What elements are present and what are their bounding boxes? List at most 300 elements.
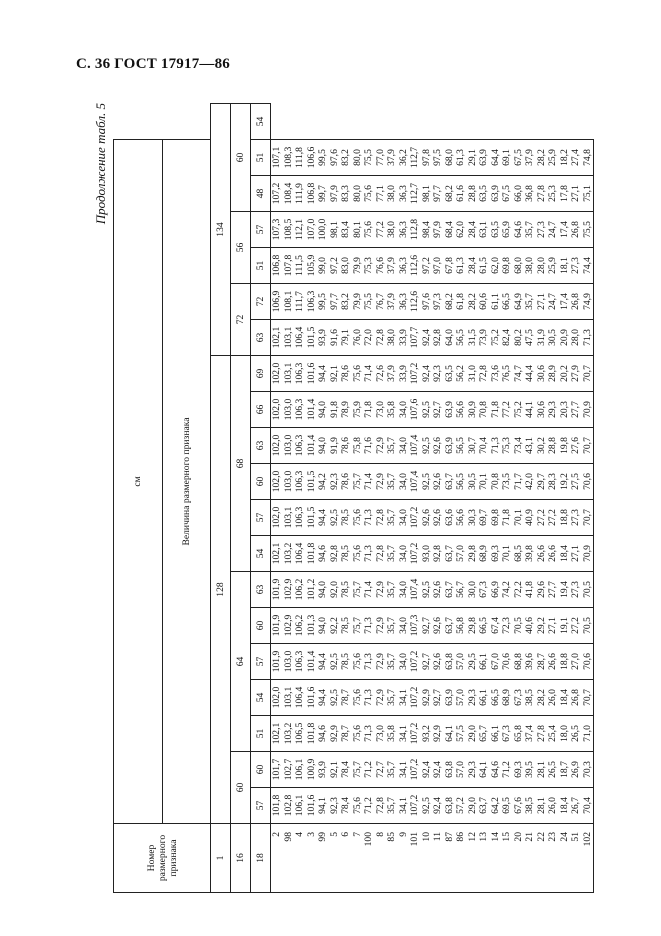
- value-cell: 39,8: [524, 536, 536, 572]
- value-cell: 102,1: [271, 716, 283, 752]
- value-cell: 34,0: [398, 572, 410, 608]
- value-cell: 44,4: [524, 356, 536, 392]
- value-cell: 68,2: [444, 284, 456, 320]
- value-cell: 68,0: [513, 248, 525, 284]
- row-number-cell: 100: [363, 824, 375, 893]
- value-cell: 75,6: [352, 644, 364, 680]
- value-cell: 78,4: [340, 788, 352, 824]
- value-cell: 97,9: [329, 176, 341, 212]
- table-row: [536, 104, 548, 893]
- value-cell: 107,3: [409, 608, 421, 644]
- value-cell: 106,3: [294, 356, 306, 392]
- value-cell: 70,9: [582, 536, 594, 572]
- value-cell: 43,1: [524, 428, 536, 464]
- table-row: [582, 104, 594, 893]
- value-cell: 44,1: [524, 392, 536, 428]
- value-cell: 92,2: [329, 608, 341, 644]
- value-cell: 106,1: [294, 788, 306, 824]
- value-cell: 78,6: [340, 464, 352, 500]
- value-cell: 26,6: [547, 644, 559, 680]
- value-cell: 62,0: [455, 212, 467, 248]
- value-cell: 80,1: [352, 212, 364, 248]
- column-header: 57: [251, 644, 271, 680]
- value-cell: 29,1: [467, 140, 479, 176]
- value-cell: 70,5: [582, 608, 594, 644]
- value-cell: 75,2: [513, 392, 525, 428]
- value-cell: 102,9: [283, 608, 295, 644]
- value-cell: 70,6: [582, 644, 594, 680]
- value-cell: 101,8: [271, 788, 283, 824]
- value-cell: 107,2: [409, 500, 421, 536]
- table-row: [421, 104, 433, 893]
- value-cell: 70,7: [582, 356, 594, 392]
- value-cell: 28,8: [467, 176, 479, 212]
- value-cell: 103,0: [283, 428, 295, 464]
- value-cell: 56,5: [455, 320, 467, 356]
- value-cell: 70,9: [582, 392, 594, 428]
- value-cell: 33,9: [398, 356, 410, 392]
- value-cell: 98,4: [421, 212, 433, 248]
- value-cell: 80,2: [513, 320, 525, 356]
- value-cell: 71,4: [363, 356, 375, 392]
- value-cell: 27,7: [547, 572, 559, 608]
- row-number-cell: 11: [432, 824, 444, 893]
- value-cell: 30,5: [547, 320, 559, 356]
- value-cell: 106,4: [294, 536, 306, 572]
- value-cell: 27,6: [570, 428, 582, 464]
- row-number-cell: 4: [294, 824, 306, 893]
- table-row: [547, 104, 559, 893]
- value-cell: 94,2: [317, 464, 329, 500]
- value-cell: 80,0: [352, 176, 364, 212]
- row-number-cell: 86: [455, 824, 467, 893]
- value-cell: 106,3: [306, 284, 318, 320]
- value-cell: 107,2: [409, 356, 421, 392]
- value-cell: 34,0: [398, 500, 410, 536]
- value-cell: 83,4: [340, 212, 352, 248]
- value-cell: 106,1: [294, 752, 306, 788]
- value-cell: 108,3: [283, 140, 295, 176]
- table-header: [114, 104, 271, 893]
- value-cell: 35,7: [386, 644, 398, 680]
- value-cell: 92,3: [329, 464, 341, 500]
- value-cell: 97,0: [432, 248, 444, 284]
- value-cell: 108,1: [283, 284, 295, 320]
- value-cell: 61,3: [455, 140, 467, 176]
- value-cell: 17,4: [559, 212, 571, 248]
- value-cell: 78,5: [340, 644, 352, 680]
- value-cell: 111,8: [294, 140, 306, 176]
- value-cell: 63,1: [478, 212, 490, 248]
- value-cell: 62,0: [490, 248, 502, 284]
- value-cell: 99,0: [317, 248, 329, 284]
- value-cell: 91,6: [329, 320, 341, 356]
- value-cell: 75,3: [501, 428, 513, 464]
- value-cell: 38,5: [524, 680, 536, 716]
- value-cell: 75,6: [352, 536, 364, 572]
- value-cell: 76,5: [501, 356, 513, 392]
- value-cell: 63,9: [478, 140, 490, 176]
- value-cell: 69,5: [501, 788, 513, 824]
- value-cell: 70,5: [513, 608, 525, 644]
- row-number-cell: 87: [444, 824, 456, 893]
- value-cell: 39,6: [524, 644, 536, 680]
- value-cell: 94,4: [317, 356, 329, 392]
- value-cell: 83,2: [340, 284, 352, 320]
- value-cell: 25,9: [547, 140, 559, 176]
- value-cell: 30,5: [467, 464, 479, 500]
- value-cell: 56,6: [455, 392, 467, 428]
- value-cell: 70,5: [582, 572, 594, 608]
- value-cell: 107,1: [271, 140, 283, 176]
- value-cell: 67,6: [513, 788, 525, 824]
- value-cell: 74,4: [582, 248, 594, 284]
- value-cell: 75,7: [352, 752, 364, 788]
- value-cell: 78,6: [340, 428, 352, 464]
- value-cell: 77,1: [375, 176, 387, 212]
- value-cell: 71,3: [363, 500, 375, 536]
- value-cell: 68,5: [513, 536, 525, 572]
- column-header: 54: [251, 536, 271, 572]
- value-cell: 29,2: [536, 608, 548, 644]
- value-cell: 92,9: [421, 680, 433, 716]
- value-cell: 72,9: [375, 464, 387, 500]
- value-cell: 28,0: [570, 320, 582, 356]
- value-cell: 103,2: [283, 716, 295, 752]
- value-cell: 72,0: [363, 320, 375, 356]
- column-header: 57: [251, 788, 271, 824]
- value-cell: 35,7: [524, 284, 536, 320]
- value-cell: 107,2: [409, 644, 421, 680]
- value-cell: 102,7: [283, 752, 295, 788]
- value-cell: 28,8: [547, 428, 559, 464]
- value-cell: 69,3: [513, 752, 525, 788]
- col1-level1: 1: [211, 824, 231, 893]
- column-header: 66: [251, 392, 271, 428]
- value-cell: 97,2: [421, 248, 433, 284]
- value-cell: 34,1: [398, 716, 410, 752]
- value-cell: 70,7: [582, 428, 594, 464]
- value-cell: 97,5: [432, 140, 444, 176]
- value-cell: 29,7: [536, 464, 548, 500]
- value-cell: 98,1: [421, 176, 433, 212]
- row-number-cell: 10: [421, 824, 433, 893]
- value-cell: 102,9: [283, 572, 295, 608]
- value-cell: 37,9: [386, 248, 398, 284]
- table-row: [570, 104, 582, 893]
- value-cell: 34,0: [398, 644, 410, 680]
- row-number-cell: 23: [547, 824, 559, 893]
- value-cell: 102,0: [271, 428, 283, 464]
- value-cell: 64,2: [490, 788, 502, 824]
- value-cell: 37,9: [386, 356, 398, 392]
- value-cell: 92,4: [421, 320, 433, 356]
- value-cell: 34,0: [398, 428, 410, 464]
- value-cell: 27,5: [570, 464, 582, 500]
- value-cell: 72,8: [478, 356, 490, 392]
- table-row: [501, 104, 513, 893]
- value-cell: 29,3: [547, 392, 559, 428]
- value-cell: 92,6: [421, 500, 433, 536]
- value-cell: 56,6: [455, 500, 467, 536]
- value-cell: 39,5: [524, 752, 536, 788]
- value-cell: 27,3: [570, 572, 582, 608]
- value-cell: 27,3: [570, 500, 582, 536]
- value-cell: 27,1: [536, 284, 548, 320]
- value-cell: 24,7: [547, 212, 559, 248]
- value-cell: 101,6: [306, 788, 318, 824]
- value-cell: 75,6: [352, 680, 364, 716]
- value-cell: 71,3: [363, 644, 375, 680]
- value-cell: 71,7: [513, 464, 525, 500]
- value-cell: 101,6: [306, 356, 318, 392]
- value-cell: 101,4: [306, 644, 318, 680]
- value-cell: 28,1: [536, 788, 548, 824]
- value-cell: 56,7: [455, 572, 467, 608]
- value-cell: 102,8: [283, 788, 295, 824]
- value-cell: 107,3: [271, 212, 283, 248]
- value-cell: 25,4: [547, 716, 559, 752]
- value-cell: 29,8: [467, 608, 479, 644]
- column-header: 69: [251, 356, 271, 392]
- table-row: [329, 104, 341, 893]
- table-row: [432, 104, 444, 893]
- value-cell: 83,3: [340, 176, 352, 212]
- value-cell: 38,0: [386, 176, 398, 212]
- value-cell: 102,1: [271, 320, 283, 356]
- value-cell: 102,0: [271, 500, 283, 536]
- value-cell: 71,2: [501, 752, 513, 788]
- value-cell: 75,5: [582, 212, 594, 248]
- value-cell: 63,6: [444, 500, 456, 536]
- value-cell: 28,2: [467, 284, 479, 320]
- value-cell: 68,9: [478, 536, 490, 572]
- value-cell: 61,5: [478, 248, 490, 284]
- row-number-cell: 2: [271, 824, 283, 893]
- value-cell: 27,8: [536, 716, 548, 752]
- subgroup-header-0-0: 60: [231, 752, 251, 824]
- value-cell: 71,3: [490, 428, 502, 464]
- value-cell: 17,8: [559, 176, 571, 212]
- value-cell: 26,6: [536, 536, 548, 572]
- value-cell: 64,9: [513, 284, 525, 320]
- value-cell: 63,5: [490, 212, 502, 248]
- value-cell: 67,3: [513, 680, 525, 716]
- value-cell: 71,2: [363, 788, 375, 824]
- value-cell: 38,0: [386, 320, 398, 356]
- value-cell: 106,8: [271, 248, 283, 284]
- value-cell: 18,8: [559, 500, 571, 536]
- value-cell: 71,0: [582, 716, 594, 752]
- table-row: [455, 104, 467, 893]
- value-cell: 74,7: [513, 356, 525, 392]
- value-cell: 70,8: [490, 464, 502, 500]
- value-cell: 30,2: [536, 428, 548, 464]
- value-cell: 70,3: [582, 752, 594, 788]
- value-cell: 36,3: [398, 176, 410, 212]
- value-cell: 75,1: [582, 176, 594, 212]
- value-cell: 75,6: [352, 500, 364, 536]
- value-cell: 75,6: [363, 212, 375, 248]
- value-cell: 71,3: [363, 536, 375, 572]
- value-cell: 60,6: [478, 284, 490, 320]
- value-cell: 30,6: [536, 392, 548, 428]
- value-cell: 57,0: [455, 644, 467, 680]
- value-cell: 75,5: [363, 284, 375, 320]
- subgroup-header-1-2: 60: [231, 104, 251, 212]
- value-cell: 19,4: [559, 572, 571, 608]
- value-cell: 34,1: [398, 680, 410, 716]
- value-cell: 35,7: [386, 464, 398, 500]
- value-cell: 101,9: [271, 572, 283, 608]
- value-cell: 92,6: [432, 500, 444, 536]
- value-cell: 31,0: [467, 356, 479, 392]
- value-cell: 102,0: [271, 680, 283, 716]
- value-cell: 92,5: [421, 788, 433, 824]
- value-cell: 63,5: [478, 176, 490, 212]
- value-cell: 27,1: [570, 536, 582, 572]
- value-cell: 94,0: [317, 392, 329, 428]
- value-cell: 41,8: [524, 572, 536, 608]
- value-cell: 68,4: [444, 212, 456, 248]
- row-number-cell: 22: [536, 824, 548, 893]
- value-cell: 72,9: [375, 644, 387, 680]
- value-cell: 27,3: [536, 212, 548, 248]
- value-cell: 57,0: [455, 752, 467, 788]
- table-row: [409, 104, 421, 893]
- row-number-cell: 12: [467, 824, 479, 893]
- value-cell: 92,4: [421, 752, 433, 788]
- value-cell: 35,7: [386, 572, 398, 608]
- value-cell: 112,7: [409, 140, 421, 176]
- table-row: [398, 104, 410, 893]
- value-cell: 56,2: [455, 356, 467, 392]
- value-cell: 106,3: [294, 392, 306, 428]
- value-cell: 18,0: [559, 716, 571, 752]
- value-cell: 40,9: [524, 500, 536, 536]
- value-cell: 35,7: [386, 752, 398, 788]
- value-cell: 92,4: [432, 752, 444, 788]
- row-number-cell: 102: [582, 824, 594, 893]
- value-cell: 19,8: [559, 428, 571, 464]
- value-cell: 102,0: [271, 356, 283, 392]
- value-cell: 72,7: [375, 752, 387, 788]
- value-cell: 18,7: [559, 752, 571, 788]
- value-cell: 103,1: [283, 680, 295, 716]
- table-row: [513, 104, 525, 893]
- value-cell: 97,3: [432, 284, 444, 320]
- table-body: [271, 104, 594, 893]
- value-cell: 25,3: [547, 176, 559, 212]
- value-cell: 25,9: [547, 248, 559, 284]
- value-cell: 57,2: [455, 788, 467, 824]
- value-cell: 72,9: [375, 608, 387, 644]
- value-cell: 107,2: [409, 752, 421, 788]
- value-cell: 73,5: [501, 464, 513, 500]
- value-cell: 68,2: [444, 176, 456, 212]
- value-cell: 103,1: [283, 320, 295, 356]
- value-cell: 63,7: [444, 608, 456, 644]
- row-number-cell: 20: [513, 824, 525, 893]
- value-cell: 30,6: [536, 356, 548, 392]
- value-cell: 31,9: [536, 320, 548, 356]
- value-cell: 67,0: [490, 644, 502, 680]
- value-cell: 56,8: [455, 608, 467, 644]
- value-cell: 94,0: [317, 428, 329, 464]
- value-cell: 93,9: [317, 320, 329, 356]
- value-cell: 70,4: [582, 788, 594, 824]
- value-cell: 106,3: [294, 500, 306, 536]
- value-cell: 97,9: [432, 212, 444, 248]
- column-header: 57: [251, 500, 271, 536]
- value-cell: 28,7: [536, 644, 548, 680]
- value-cell: 71,3: [363, 680, 375, 716]
- value-cell: 112,6: [409, 284, 421, 320]
- value-cell: 92,8: [432, 320, 444, 356]
- value-cell: 38,5: [524, 788, 536, 824]
- value-cell: 61,8: [455, 284, 467, 320]
- value-cell: 72,6: [375, 356, 387, 392]
- value-cell: 63,8: [444, 752, 456, 788]
- value-cell: 75,7: [352, 464, 364, 500]
- value-cell: 92,6: [432, 608, 444, 644]
- value-cell: 99,7: [317, 176, 329, 212]
- value-cell: 38,0: [524, 248, 536, 284]
- value-cell: 69,7: [478, 500, 490, 536]
- column-header: 63: [251, 320, 271, 356]
- value-cell: 29,3: [467, 680, 479, 716]
- value-cell: 93,0: [421, 536, 433, 572]
- table-row: [317, 104, 329, 893]
- value-cell: 72,9: [375, 680, 387, 716]
- value-cell: 111,7: [294, 284, 306, 320]
- value-cell: 72,9: [375, 572, 387, 608]
- table-row: [478, 104, 490, 893]
- value-cell: 78,7: [340, 680, 352, 716]
- value-cell: 92,4: [421, 356, 433, 392]
- value-cell: 94,6: [317, 536, 329, 572]
- value-cell: 102,1: [271, 536, 283, 572]
- value-cell: 71,8: [490, 392, 502, 428]
- value-cell: 63,9: [490, 176, 502, 212]
- row-number-cell: 8: [375, 824, 387, 893]
- value-cell: 72,8: [375, 500, 387, 536]
- row-number-cell: 51: [570, 824, 582, 893]
- value-cell: 92,8: [329, 536, 341, 572]
- value-cell: 67,5: [501, 176, 513, 212]
- value-cell: 94,6: [317, 716, 329, 752]
- value-cell: 92,5: [421, 464, 433, 500]
- value-cell: 92,6: [432, 644, 444, 680]
- table-row: [283, 104, 295, 893]
- value-cell: 101,4: [306, 428, 318, 464]
- value-cell: 101,5: [306, 500, 318, 536]
- value-cell: 73,4: [513, 428, 525, 464]
- value-cell: 100,9: [306, 752, 318, 788]
- value-cell: 68,8: [513, 644, 525, 680]
- subgroup-header-0-1: 64: [231, 572, 251, 752]
- value-cell: 57,0: [455, 536, 467, 572]
- table-row: [294, 104, 306, 893]
- value-cell: 30,3: [467, 500, 479, 536]
- value-cell: 29,5: [467, 644, 479, 680]
- value-cell: 106,6: [306, 140, 318, 176]
- value-cell: 71,2: [363, 752, 375, 788]
- value-cell: 75,2: [490, 320, 502, 356]
- value-cell: 101,7: [271, 752, 283, 788]
- value-cell: 100,0: [317, 212, 329, 248]
- value-cell: 35,8: [386, 392, 398, 428]
